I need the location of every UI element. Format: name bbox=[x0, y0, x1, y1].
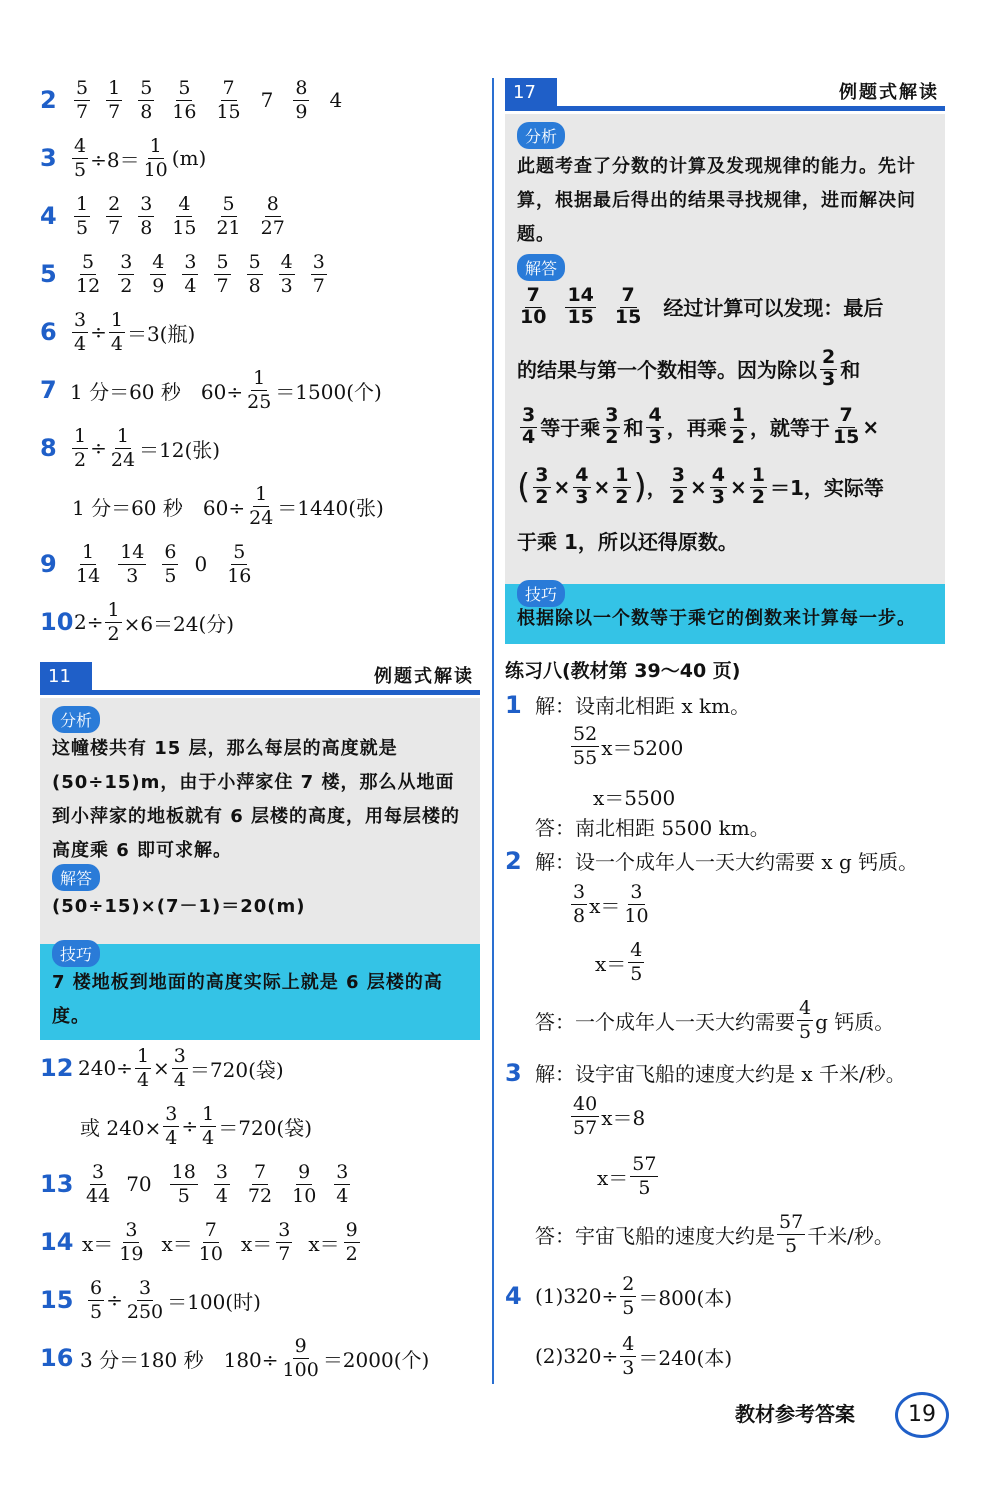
answer-8-line2: 1 分＝60 秒 60÷ $\frac{1}{24}$ ＝1440(张) bbox=[72, 483, 384, 529]
answer-line-1: 7 10 14 15 7 15 经过计算可以发现：最后 bbox=[520, 284, 884, 328]
tip-text: 根据除以一个数等于乘它的倒数来计算每一步。 bbox=[517, 608, 916, 629]
exercise-4-b: (2)320÷ $\frac{4}{3}$ ＝240(本) bbox=[535, 1333, 733, 1379]
answer-badge: 解答 bbox=[517, 254, 565, 281]
question-number: 2 bbox=[40, 86, 57, 115]
answer-5: 5 $\frac{5}{12}$ $\frac{3}{2}$ $\frac{4}{9}$ $\frac{3}{4}$ $\frac{5}{7}$ $\frac{5}{8}$ $\frac{4}{3}$ $\frac{3}{7}$ bbox=[40, 251, 325, 297]
answer-15: 15 $\frac{6}{5}$ ÷ $\frac{3}{250}$ ＝100(时) bbox=[40, 1277, 261, 1323]
exercise-3-eq: $\frac{40}{57}$ x＝8 bbox=[573, 1093, 646, 1139]
exercise-1-solve: x＝5500 bbox=[593, 786, 676, 810]
answer-12: 12 240÷ $\frac{1}{4}$ × $\frac{3}{4}$ ＝720(袋) bbox=[40, 1045, 284, 1091]
answer-line-3: 3 4 等于乘 3 2 和 4 3 ，再乘 1 2 ，就等于 $\frac{7}{15}$ × bbox=[522, 404, 880, 448]
exercise-2: 2 解：设一个成年人一天大约需要 x g 钙质。 bbox=[505, 846, 919, 875]
analysis-text: 此题考查了分数的计算及发现规律的能力。先计算，根据最后得出的结果寻找规律，进而解决问题。 bbox=[517, 156, 916, 245]
panel-17-body bbox=[505, 114, 945, 584]
answer-6: 6 $\frac{3}{4}$ ÷ $\frac{1}{4}$ ＝3(瓶) bbox=[40, 309, 196, 355]
answer-4: 4 $\frac{1}{5}$ $\frac{2}{7}$ $\frac{3}{8}$ $\frac{4}{15}$ $\frac{5}{21}$ $\frac{8}{27}$ bbox=[40, 193, 285, 239]
tip-badge: 技巧 bbox=[52, 940, 100, 967]
answer-8: 8 $\frac{1}{2}$ ÷ $\frac{1}{24}$ ＝12(张) bbox=[40, 425, 221, 471]
analysis-badge: 分析 bbox=[52, 706, 100, 733]
exercise-1-eq: $\frac{52}{55}$ x＝5200 bbox=[573, 723, 684, 769]
exercise-3: 3 解：设宇宙飞船的速度大约是 x 千米/秒。 bbox=[505, 1058, 906, 1087]
exercise-1: 1 解：设南北相距 x km。 bbox=[505, 690, 751, 719]
answer-7: 7 1 分＝60 秒 60÷ $\frac{1}{25}$ ＝1500(个) bbox=[40, 367, 382, 413]
analysis-text: 这幢楼共有 15 层，那么每层的高度就是(50÷15)m，由于小萍家住 7 楼，那么从地面到小萍家的地板就有 6 层楼的高度，用每层楼的高度乘 6 即可求解。 bbox=[52, 738, 461, 861]
exercise-2-eq: $\frac{3}{8}$ x＝ $\frac{3}{10}$ bbox=[573, 881, 649, 927]
panel-11-header: 11 例题式解读 bbox=[40, 662, 480, 696]
answer-14: 14 x＝ $\frac{3}{19}$ x＝ $\frac{7}{10}$ x＝ $\frac{3}{7}$ x＝ $\frac{9}{2}$ bbox=[40, 1219, 358, 1265]
analysis-badge: 分析 bbox=[517, 122, 565, 149]
footer-label: 教材参考答案 bbox=[735, 1402, 855, 1426]
panel-17-header: 17 例题式解读 bbox=[505, 78, 945, 112]
section-heading: 练习八(教材第 39～40 页) bbox=[505, 660, 741, 682]
panel-17-tip bbox=[505, 584, 945, 644]
answer-text: (50÷15)×(7－1)＝20(m) bbox=[52, 896, 306, 917]
answer-line-5: 于乘 1，所以还得原数。 bbox=[517, 530, 738, 554]
page-number: 19 bbox=[895, 1392, 949, 1438]
answer-10: 10 2÷ $\frac{1}{2}$ ×6＝24(分) bbox=[40, 599, 235, 645]
answer-13: 13 $\frac{3}{44}$ 70 $\frac{18}{5}$ $\frac{3}{4}$ $\frac{7}{72}$ $\frac{9}{10}$ $\frac{3}{4}$ bbox=[40, 1161, 349, 1207]
tip-badge: 技巧 bbox=[517, 580, 565, 607]
exercise-2-solve: x＝ $\frac{4}{5}$ bbox=[595, 939, 643, 985]
tip-text: 7 楼地板到地面的高度实际上就是 6 层楼的高度。 bbox=[52, 972, 443, 1027]
answer-12-line2: 或 240× $\frac{3}{4}$ ÷ $\frac{1}{4}$ ＝720(袋) bbox=[80, 1103, 313, 1149]
answer-3: 3 $\frac{4}{5}$ ÷8＝ $\frac{1}{10}$ (m) bbox=[40, 135, 207, 181]
answer-badge: 解答 bbox=[52, 864, 100, 891]
answer-line-2: 的结果与第一个数相等。因为除以 2 3 和 bbox=[517, 346, 861, 390]
answer-line-4: ( $\frac{3}{2}$ × $\frac{4}{3}$ × $\frac{1}{2}$ ) ， $\frac{3}{2}$ × $\frac{4}{3}$ × $\frac{1}{2}$ ＝1，实际等 bbox=[517, 464, 884, 508]
panel-11-body bbox=[40, 698, 480, 944]
answer-2: 2 $\frac{5}{7}$ $\frac{1}{7}$ $\frac{5}{8}$ $\frac{5}{16}$ $\frac{7}{15}$ 7 $\frac{8}{9}$ 4 bbox=[40, 77, 343, 123]
exercise-1-answer: 答：南北相距 5500 km。 bbox=[535, 816, 770, 840]
column-divider bbox=[492, 78, 494, 1384]
answer-9: 9 $\frac{1}{14}$ $\frac{14}{3}$ $\frac{6}{5}$ 0 $\frac{5}{16}$ bbox=[40, 541, 252, 587]
exercise-3-solve: x＝ $\frac{57}{5}$ bbox=[597, 1153, 657, 1199]
panel-11-tip bbox=[40, 944, 480, 1040]
exercise-2-answer: 答：一个成年人一天大约需要 $\frac{4}{5}$ g 钙质。 bbox=[535, 997, 895, 1043]
exercise-3-answer: 答：宇宙飞船的速度大约是 $\frac{57}{5}$ 千米/秒。 bbox=[535, 1211, 894, 1257]
exercise-4: 4 (1)320÷ $\frac{2}{5}$ ＝800(本) bbox=[505, 1273, 733, 1319]
answer-16: 16 3 分＝180 秒 180÷ $\frac{9}{100}$ ＝2000(个) bbox=[40, 1335, 430, 1381]
